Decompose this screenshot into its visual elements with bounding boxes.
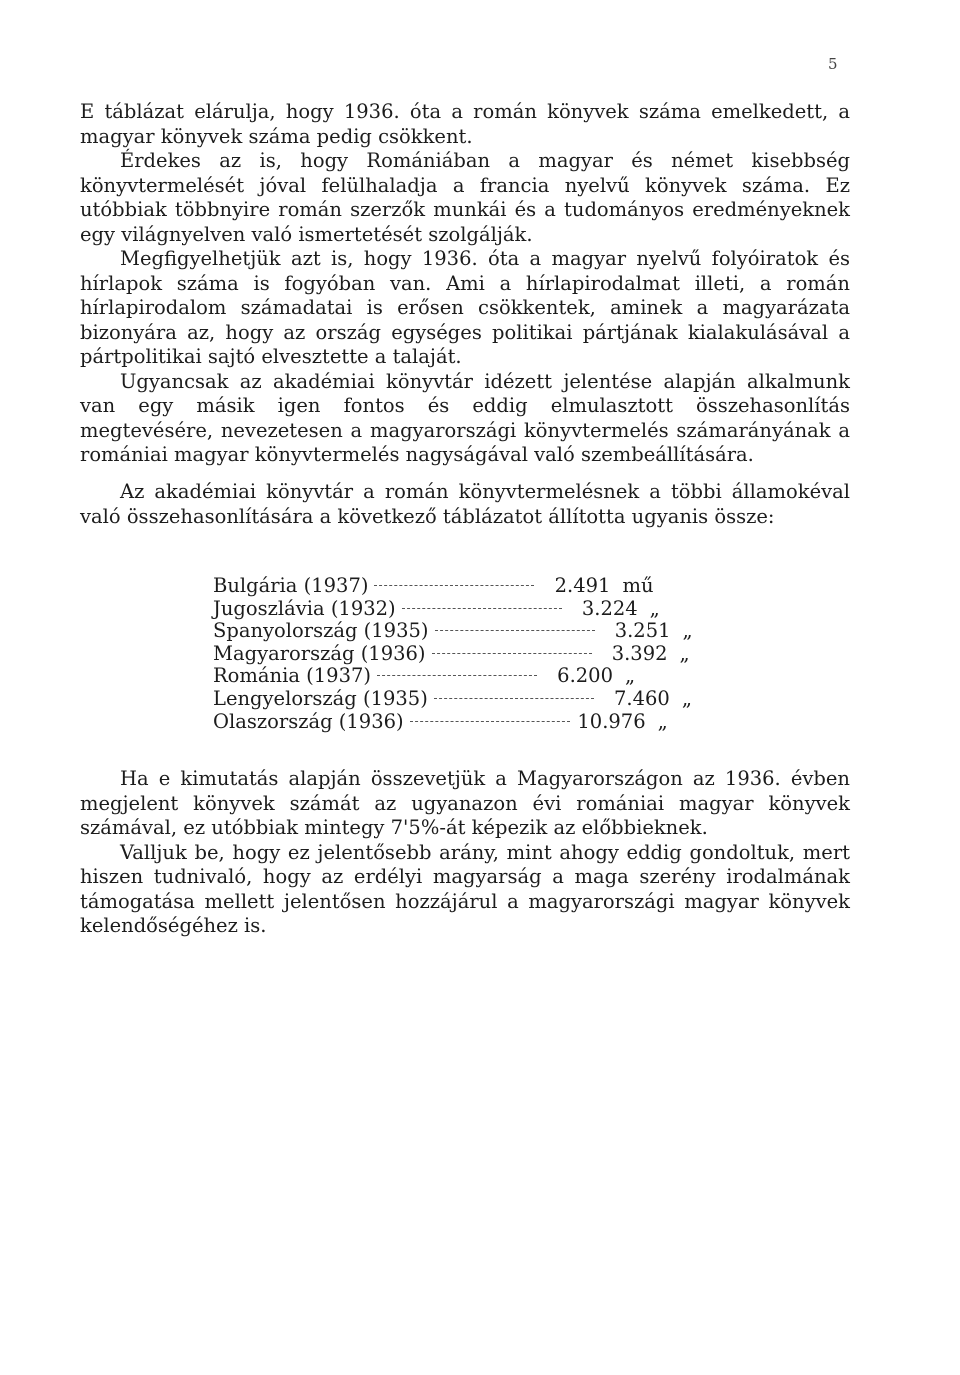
book-count: 6.200 bbox=[557, 664, 613, 688]
page-number: 5 bbox=[828, 55, 838, 73]
country-label: Bulgária (1937) bbox=[213, 574, 369, 597]
paragraph: Megfigyelhetjük azt is, hogy 1936. óta a magyar nyelvű folyóiratok és hírlapok száma is fogyóban van. Ami a hírlapirodalmat illeti, a román hírlapirodalom számadatai is erősen csökkentek, aminek a magyarázata bizonyára az, hogy az ország egységes politikai pártjának kialakulásával a pártpolitikai sajtó elvesztette a talaját. bbox=[80, 247, 850, 368]
unit-label: „ bbox=[679, 641, 690, 665]
book-count: 3.392 bbox=[611, 641, 668, 665]
table-row bbox=[213, 688, 693, 711]
unit-label: „ bbox=[657, 709, 668, 733]
unit-label: „ bbox=[682, 619, 693, 643]
unit-label: mű bbox=[622, 574, 654, 597]
country-label: Románia (1937) bbox=[213, 664, 371, 688]
text-block-conclusion bbox=[80, 767, 850, 939]
book-count: 3.251 bbox=[614, 619, 671, 643]
leader-dashes bbox=[435, 630, 595, 631]
country-label: Lengyelország (1935) bbox=[213, 686, 428, 710]
leader-dashes bbox=[402, 608, 562, 609]
book-count: 10.976 bbox=[577, 709, 646, 733]
text-block-intro bbox=[80, 100, 850, 468]
unit-label: „ bbox=[625, 664, 636, 688]
table-row bbox=[213, 575, 693, 598]
table-row bbox=[213, 620, 693, 643]
book-production-table bbox=[213, 575, 693, 733]
unit-label: „ bbox=[649, 596, 660, 620]
country-label: Olaszország (1936) bbox=[213, 709, 404, 733]
leader-dashes bbox=[377, 675, 537, 676]
book-count: 7.460 bbox=[614, 686, 670, 710]
paragraph: Érdekes az is, hogy Romániában a magyar és német kisebbség könyvtermelését jóval felülhaladja a francia nyelvű könyvek száma. Ez utóbbiak többnyire román szerzők munkái és a tudományos eredményeknek egy világnyelven való ismertetését szolgálják. bbox=[80, 149, 850, 246]
country-label: Spanyolország (1935) bbox=[213, 619, 429, 643]
leader-dashes bbox=[374, 585, 534, 586]
leader-dashes bbox=[410, 721, 570, 722]
text-block-table-intro bbox=[80, 480, 850, 529]
paragraph: Ugyancsak az akadémiai könyvtár idézett jelentése alapján alkalmunk van egy másik igen fontos és eddig elmulasztott összehasonlítás megtevésére, nevezetesen a magyarországi könyvtermelés számarányának a romániai magyar könyvtermelés nagyságával való szembeállítására. bbox=[80, 369, 850, 466]
country-label: Jugoszlávia (1932) bbox=[213, 596, 396, 620]
book-count: 2.491 bbox=[554, 574, 611, 597]
table-row bbox=[213, 711, 693, 734]
table-row bbox=[213, 643, 693, 666]
table-row bbox=[213, 665, 693, 688]
paragraph: Ha e kimutatás alapján összevetjük a Magyarországon az 1936. évben megjelent könyvek számát az ugyanazon évi romániai magyar könyvek számával, ez utóbbiak mintegy 7'5%-át képezik az előbbieknek. bbox=[80, 767, 850, 839]
book-count: 3.224 bbox=[581, 596, 638, 620]
country-label: Magyarország (1936) bbox=[213, 641, 426, 665]
leader-dashes bbox=[432, 653, 592, 654]
table-row bbox=[213, 598, 693, 621]
paragraph: E táblázat elárulja, hogy 1936. óta a román könyvek száma emelkedett, a magyar könyvek száma pedig csökkent. bbox=[80, 100, 850, 148]
paragraph: Az akadémiai könyvtár a román könyvtermelésnek a többi államokéval való összehasonlítására a következő táblázatot állította ugyanis össze: bbox=[80, 480, 850, 528]
paragraph: Valljuk be, hogy ez jelentősebb arány, mint ahogy eddig gondoltuk, mert hiszen tudnivaló, hogy az erdélyi magyarság a maga szerény irodalmának támogatása mellett jelentősen hozzájárul a magyarországi magyar könyvek kelendőségéhez is. bbox=[80, 840, 850, 937]
unit-label: „ bbox=[681, 686, 692, 710]
leader-dashes bbox=[434, 698, 594, 699]
